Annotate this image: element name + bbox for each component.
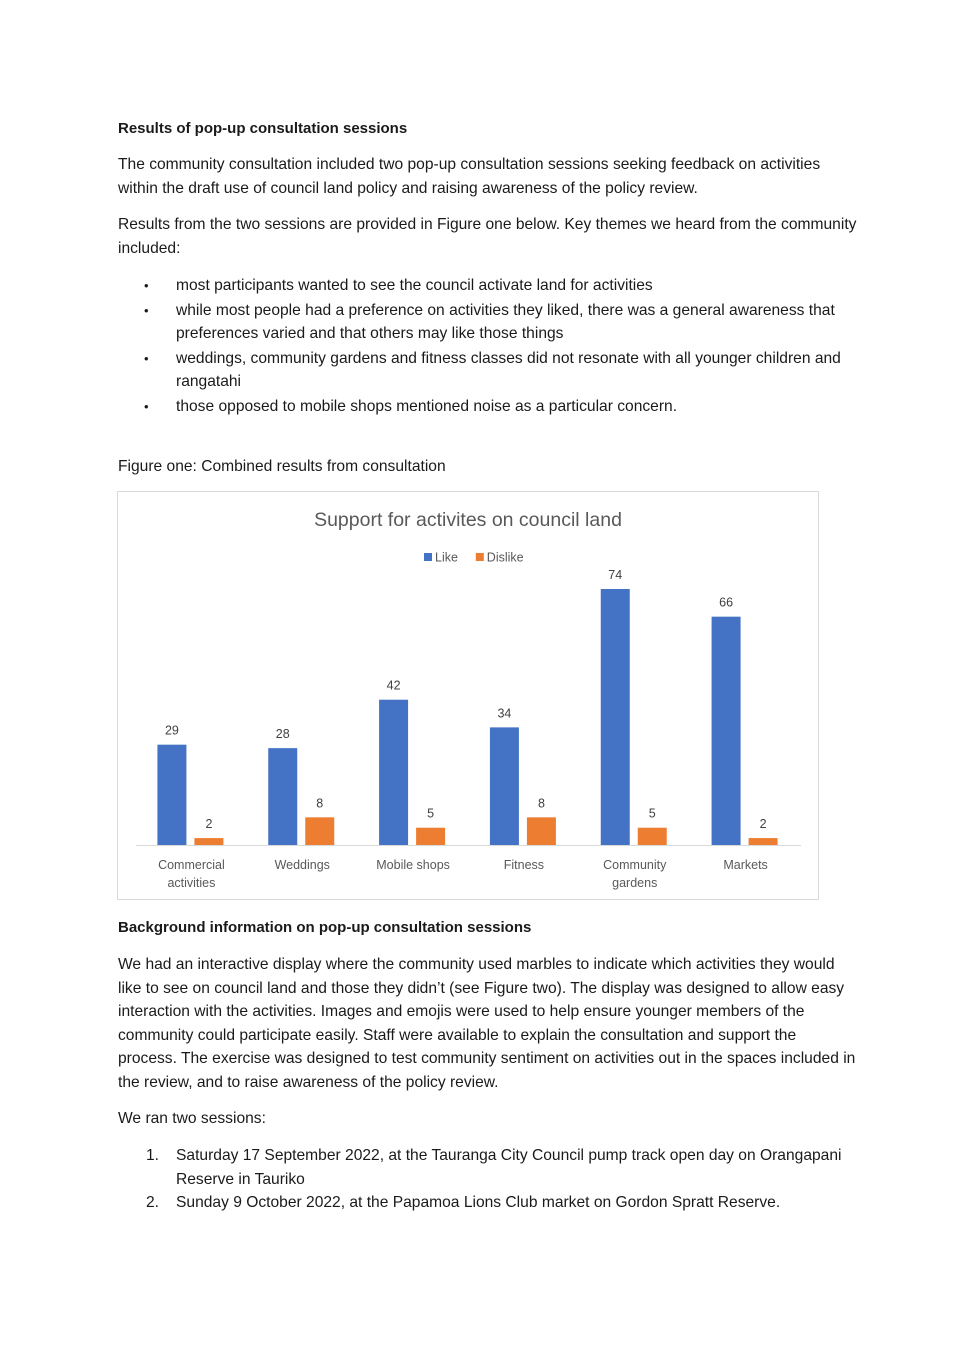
bar-dislike [416,828,445,845]
legend-swatch-dislike [476,553,484,561]
chart-canvas [118,492,818,899]
category-label: Markets [723,858,768,872]
bar-like [157,745,186,845]
bar-like [379,700,408,845]
legend-label-like: Like [435,550,458,565]
data-label: 2 [759,817,767,832]
bar-like [490,727,519,845]
list-item: • weddings, community gardens and fitness classes did not resonate with all younger children and rangatahi [118,347,858,394]
list-item: • while most people had a preference on activities they liked, there was a general awareness that preferences varied and that others may like those things [118,299,858,346]
section-heading-results: Results of pop-up consultation sessions [118,120,408,137]
key-themes-list [118,274,858,418]
data-label: 74 [608,568,623,582]
paragraph-sessions-intro: We ran two sessions: [118,1110,266,1127]
category-label: Fitness [503,858,545,872]
figure-caption: Figure one: Combined results from consultation [118,458,446,475]
paragraph-consultation-intro: The community consultation included two pop-up consultation sessions seeking feedback on activities within the draft use of council land policy and raising awareness of the policy review. [118,156,821,197]
bar-dislike [194,838,223,845]
data-label: 8 [316,796,324,811]
category-label: Mobile shops [376,858,450,872]
bar-dislike [527,817,556,845]
bar-chart [117,491,819,900]
category-label: gardens [612,876,658,890]
paragraph-results-intro: Results from the two sessions are provided in Figure one below. Key themes we heard from the community included: [118,216,857,257]
chart-title: Support for activites on council land [314,509,622,531]
bar-like [601,589,630,845]
sessions-list [118,1144,858,1215]
data-label: 28 [275,727,290,742]
bullet-icon: • [144,302,149,318]
category-label: Commercial [158,858,225,872]
data-label: 2 [205,817,213,832]
paragraph-background: We had an interactive display where the community used marbles to indicate which activities they would like to see on council land and those they didn’t (see Figure two). The display was designed to allow easy interaction with the activities. Images and emojis were used to help ensure younger members of the community could participate easily. Staff were available to explain the consultation and support the process. The exercise was designed to test community sentiment on activities out in the spaces included in the review, and to raise awareness of the policy review. [118,956,856,1091]
bar-like [712,617,741,845]
section-heading-background: Background information on pop-up consultation sessions [118,919,532,936]
bullet-icon: • [144,278,149,293]
data-label: 34 [497,706,512,721]
data-label: 42 [386,678,401,693]
bullet-icon: • [144,350,149,366]
bar-dislike [749,838,778,845]
legend-label-dislike: Dislike [486,550,524,565]
bar-dislike [638,828,667,845]
data-label: 8 [537,796,545,811]
list-item: • most participants wanted to see the council activate land for activities [118,274,858,298]
list-item: 1. Saturday 17 September 2022, at the Tauranga City Council pump track open day on Orangapani Reserve in Tauriko [146,1147,842,1188]
bar-like [268,748,297,845]
legend-swatch-like [424,553,432,561]
data-label: 29 [164,723,179,738]
category-label: Community [603,858,667,872]
bar-dislike [305,817,334,845]
list-item: • those opposed to mobile shops mentioned noise as a particular concern. [118,395,858,419]
data-label: 66 [719,595,734,610]
bullet-icon: • [144,398,149,414]
data-label: 5 [427,806,435,821]
data-label: 5 [648,806,656,821]
category-label: Weddings [274,858,330,872]
list-item: 2. Sunday 9 October 2022, at the Papamoa Lions Club market on Gordon Spratt Reserve. [146,1194,781,1211]
category-label: activities [167,876,216,890]
